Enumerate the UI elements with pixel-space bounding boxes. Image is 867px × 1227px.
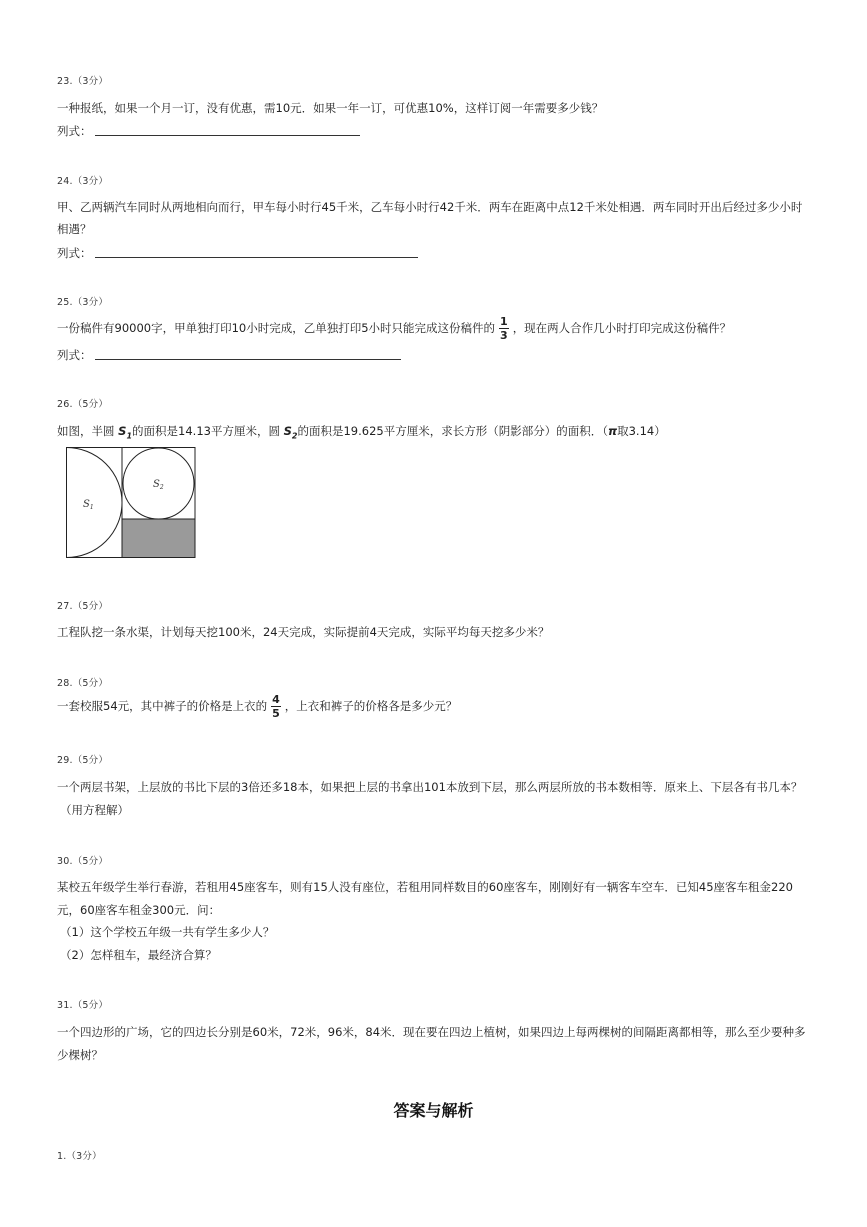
- fraction-four-fifths: [271, 694, 281, 719]
- question-30-text-line2: 元，60座客车租金300元．问：: [57, 903, 221, 917]
- question-29-text-line1: 一个两层书架，上层放的书比下层的3倍还多18本，如果把上层的书拿出101本放到下层，那么两层所放的书本数相等．原来上、下层各有书几本？: [57, 780, 803, 794]
- question-30-sub1: （1）这个学校五年级一共有学生多少人？: [60, 925, 275, 939]
- semicircle-s1: [67, 448, 123, 558]
- question-23-answer-blank[interactable]: [95, 135, 360, 136]
- fraction-numerator: 1: [500, 315, 508, 328]
- question-26-number: [57, 396, 108, 410]
- question-29-text-line2: （用方程解）: [60, 803, 129, 817]
- question-24-answer-label: 列式：: [57, 246, 92, 260]
- question-number: 28.: [57, 678, 73, 689]
- symbol-pi: π: [607, 424, 618, 438]
- fraction-denominator: 5: [272, 707, 280, 720]
- symbol-subscript: 2: [291, 431, 298, 441]
- symbol-subscript: 1: [126, 431, 133, 441]
- question-25-text: [57, 316, 731, 341]
- question-24-text-line1: 甲、乙两辆汽车同时从两地相向而行，甲车每小时行45千米，乙车每小时行42千米．两车在距离中点12千米处相遇．两车同时开出后经过多少小时: [57, 200, 803, 214]
- question-score: （3分）: [72, 297, 109, 308]
- question-score: （3分）: [66, 1151, 102, 1162]
- question-number: 24.: [57, 176, 73, 187]
- question-score: （5分）: [72, 755, 109, 766]
- question-26-text: [57, 423, 666, 440]
- question-30-sub2: （2）怎样租车，最经济合算？: [60, 948, 217, 962]
- question-number: 27.: [57, 601, 73, 612]
- question-26-text-part1: 如图，半圆: [57, 424, 115, 438]
- question-30-number: [57, 853, 108, 867]
- question-score: （3分）: [72, 76, 109, 87]
- label-subscript: 1: [89, 504, 94, 511]
- question-25-answer-blank[interactable]: [95, 359, 401, 360]
- question-number: 1.: [57, 1151, 67, 1162]
- question-23-answer-label: 列式：: [57, 124, 92, 138]
- question-28-number: [57, 675, 108, 689]
- question-number: 23.: [57, 76, 73, 87]
- label-s1: [83, 499, 94, 511]
- label-letter: S: [153, 479, 160, 490]
- question-30-text-line1: 某校五年级学生举行春游，若租用45座客车，则有15人没有座位，若租用同样数目的60座客车，刚刚好有一辆客车空车．已知45座客车租金220: [57, 880, 793, 894]
- fraction-numerator: 4: [272, 693, 280, 706]
- symbol-s2: [283, 424, 298, 441]
- question-score: （5分）: [72, 601, 109, 612]
- question-27-number: [57, 598, 108, 612]
- question-24-text-line2: 相遇？: [57, 222, 92, 236]
- question-27-text: 工程队挖一条水渠，计划每天挖100米，24天完成，实际提前4天完成，实际平均每天挖多少米？: [57, 625, 550, 639]
- question-31-number: [57, 997, 108, 1011]
- question-23-number: [57, 73, 108, 87]
- question-score: （5分）: [72, 399, 109, 410]
- question-24-number: [57, 173, 108, 187]
- question-number: 26.: [57, 399, 73, 410]
- question-31-text-line2: 少棵树？: [57, 1048, 103, 1062]
- question-28-text: [57, 694, 457, 719]
- symbol-s1: [118, 424, 133, 441]
- question-29-number: [57, 752, 108, 766]
- question-score: （5分）: [72, 856, 109, 867]
- question-number: 31.: [57, 1000, 73, 1011]
- answers-section-title: 答案与解析: [393, 1101, 474, 1120]
- question-number: 29.: [57, 755, 73, 766]
- question-28-text-after: ，上衣和裤子的价格各是多少元？: [284, 699, 458, 713]
- question-28-text-before: 一套校服54元，其中裤子的价格是上衣的: [57, 699, 268, 713]
- question-25-answer-label: 列式：: [57, 348, 92, 362]
- shaded-rectangle: [122, 519, 195, 557]
- question-score: （5分）: [72, 1000, 109, 1011]
- question-24-answer-blank[interactable]: [95, 257, 418, 258]
- question-score: （3分）: [72, 176, 109, 187]
- question-25-number: [57, 294, 108, 308]
- question-number: 30.: [57, 856, 73, 867]
- label-letter: S: [83, 499, 90, 510]
- symbol-letter: S: [283, 424, 292, 438]
- question-23-text: 一种报纸，如果一个月一订，没有优惠，需10元．如果一年一订，可优惠10%，这样订阅一年需要多少钱？: [57, 101, 604, 115]
- question-number: 25.: [57, 297, 73, 308]
- question-25-text-after: ，现在两人合作几小时打印完成这份稿件？: [512, 321, 732, 335]
- question-26-text-part3: 的面积是19.625平方厘米，求长方形（阴影部分）的面积．（: [297, 424, 608, 438]
- question-26-text-part2: 的面积是14.13平方厘米，圆: [132, 424, 280, 438]
- fraction-denominator: 3: [500, 329, 508, 342]
- label-subscript: 2: [159, 484, 164, 491]
- label-s2: [153, 479, 164, 491]
- symbol-letter: S: [118, 424, 127, 438]
- question-26-figure: [66, 447, 197, 559]
- question-25-text-before: 一份稿件有90000字，甲单独打印10小时完成，乙单独打印5小时只能完成这份稿件的: [57, 321, 496, 335]
- question-31-text-line1: 一个四边形的广场，它的四边长分别是60米，72米，96米，84米．现在要在四边上植树，如果四边上每两棵树的间隔距离都相等，那么至少要种多: [57, 1025, 806, 1039]
- fraction-one-third: [499, 316, 509, 341]
- answer-1-number: [57, 1148, 102, 1162]
- question-26-text-part4: 取3.14）: [617, 424, 666, 438]
- question-score: （5分）: [72, 678, 109, 689]
